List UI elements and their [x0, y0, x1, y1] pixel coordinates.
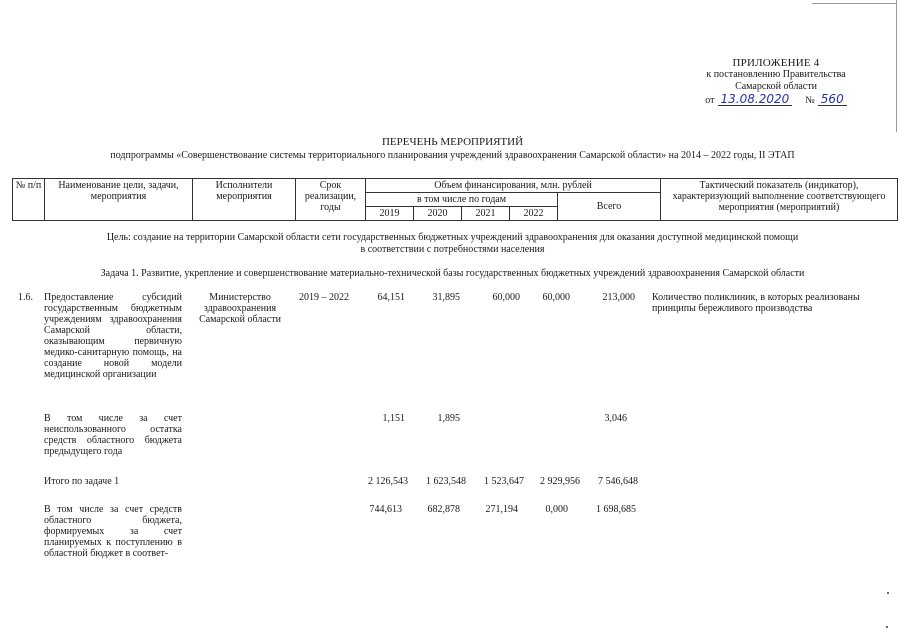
header-num: № п/п — [13, 179, 45, 221]
row-2-2019: 1,151 — [382, 413, 405, 424]
goal-line-2: в соответствии с потребностями населения — [360, 244, 545, 255]
scan-speck — [886, 626, 888, 628]
row-3-2020: 1 623,548 — [426, 476, 466, 487]
row-3-name: Итого по задаче 1 — [44, 476, 120, 487]
row-1-executor: Министерство здравоохранения Самарской области — [199, 292, 281, 325]
date-prefix: от — [705, 95, 715, 106]
goal-text — [0, 232, 905, 256]
header-by-years: в том числе по годам — [366, 193, 558, 207]
task-title: Задача 1. Развитие, укрепление и совершенствование материально-технической базы государственных бюджетных учреждений здравоохранения Самарской области — [100, 268, 805, 279]
header-year-2022: 2022 — [510, 207, 558, 221]
header-total: Всего — [558, 193, 661, 221]
row-4-total: 1 698,685 — [596, 504, 636, 515]
row-2-total: 3,046 — [604, 413, 627, 424]
row-4-name: В том числе за счет средств областного бюджета, формируемых за счет планируемых к поступлению в областной бюджет в соответ- — [44, 504, 182, 559]
header-name: Наименование цели, задачи, мероприятия — [45, 179, 193, 221]
row-2-2020: 1,895 — [437, 413, 460, 424]
page-edge-top — [812, 3, 896, 4]
appendix-date-row — [690, 93, 862, 107]
row-4-2021: 271,194 — [485, 504, 518, 515]
header-funding: Объем финансирования, млн. рублей — [366, 179, 661, 193]
row-4-2020: 682,878 — [427, 504, 460, 515]
row-3-2021: 1 523,647 — [484, 476, 524, 487]
header-year-2020: 2020 — [414, 207, 462, 221]
number-prefix: № — [805, 95, 815, 106]
header-year-2019: 2019 — [366, 207, 414, 221]
row-3-total: 7 546,648 — [598, 476, 638, 487]
row-3-2022: 2 929,956 — [540, 476, 580, 487]
row-1-name: Предоставление субсидий государственным бюджетным учреждениям здравоохранения Самарской области, оказывающим первичную медико-санитарную помощь, на создание новой модели медицинской организации — [44, 292, 182, 380]
header-period: Срок реализации, годы — [296, 179, 366, 221]
appendix-title: ПРИЛОЖЕНИЕ 4 — [732, 57, 820, 69]
row-2-name: В том числе за счет неиспользованного остатка средств областного бюджета предыдущего года — [44, 413, 182, 457]
row-4-2019: 744,613 — [369, 504, 402, 515]
appendix-line-1: к постановлению Правительства — [706, 69, 846, 80]
row-1-indicator: Количество поликлиник, в которых реализованы принципы бережливого производства — [652, 292, 860, 314]
row-4-2022: 0,000 — [545, 504, 568, 515]
document-subtitle: подпрограммы «Совершенствование системы территориального планирования учреждений здравоохранения Самарской области» на 2014 – 2022 годы, II ЭТАП — [110, 150, 795, 161]
header-indicator: Тактический показатель (индикатор), характеризующий выполнение соответствующего мероприятия (мероприятий) — [661, 179, 898, 221]
row-1-num: 1.6. — [18, 292, 33, 303]
table-header — [12, 178, 898, 221]
row-1-2019: 64,151 — [377, 292, 405, 303]
page-edge-right — [896, 0, 897, 132]
row-1-period: 2019 – 2022 — [299, 292, 349, 303]
document-title: ПЕРЕЧЕНЬ МЕРОПРИЯТИЙ — [381, 136, 524, 148]
row-3-2019: 2 126,543 — [368, 476, 408, 487]
handwritten-number: 560 — [818, 93, 847, 106]
handwritten-date: 13.08.2020 — [718, 93, 793, 106]
header-executors: Исполнители мероприятия — [193, 179, 296, 221]
goal-line-1: Цель: создание на территории Самарской области сети государственных бюджетных учреждений здравоохранения для оказания доступной медицинской помощи — [106, 232, 799, 243]
scan-speck — [887, 592, 889, 594]
row-1-2021: 60,000 — [492, 292, 520, 303]
row-1-total: 213,000 — [602, 292, 635, 303]
header-year-2021: 2021 — [462, 207, 510, 221]
appendix-block — [690, 57, 862, 107]
appendix-line-2: Самарской области — [735, 81, 817, 92]
row-1-2020: 31,895 — [432, 292, 460, 303]
row-1-2022: 60,000 — [542, 292, 570, 303]
